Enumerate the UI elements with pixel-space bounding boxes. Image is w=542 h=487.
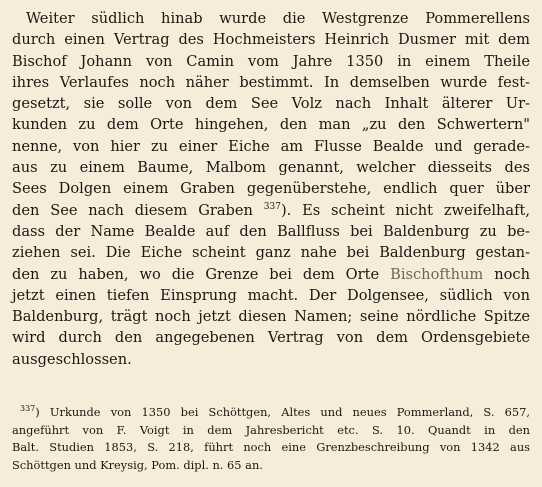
text-segment: noch — [494, 265, 530, 283]
text-segment: ) Urkunde von 1350 bei Schöttgen, Altes und neues Pommerland, S. 657, — [35, 405, 530, 419]
text-line: ihres Verlaufes noch näher bestimmt. In demselben wurde fest- — [12, 73, 530, 91]
text-segment: den See nach diesem Graben — [12, 201, 253, 219]
footnote-line: Schöttgen und Kreysig, Pom. dipl. n. 65 an. — [12, 457, 263, 472]
text-line: Weiter südlich hinab wurde die Westgrenze Pommerellens — [26, 10, 530, 27]
text-line: durch einen Vertrag des Hochmeisters Heinrich Dusmer mit dem — [12, 31, 530, 49]
footnote-line: Balt. Studien 1853, S. 218, führt noch eine Grenzbeschreibung von 1342 aus — [12, 440, 530, 454]
text-line: wird durch den angegebenen Vertrag von dem Ordensgebiete — [12, 329, 530, 347]
body-text — [12, 8, 530, 370]
text-line: ausgeschlossen. — [12, 350, 132, 368]
text-line: dass der Name Bealde auf den Ballfluss bei Baldenburg zu be- — [12, 222, 530, 240]
text-segment: den zu haben, wo die Grenze bei dem Orte — [12, 265, 380, 283]
text-line — [12, 200, 530, 221]
text-line: Sees Dolgen einem Graben gegenüberstehe, endlich quer über — [12, 180, 530, 198]
text-line: Bischof Johann von Camin vom Jahre 1350 in einem Theile — [12, 52, 530, 70]
text-segment: ). Es scheint nicht zweifelhaft, — [280, 201, 531, 219]
text-line: kunden zu dem Orte hingehen, den man „zu den Schwertern" — [12, 116, 530, 134]
text-line: aus zu einem Baume, Malbom genannt, welcher diesseits des — [12, 159, 530, 177]
text-line: ziehen sei. Die Eiche scheint ganz nahe bei Baldenburg gestan- — [12, 244, 530, 262]
footnote-line: angeführt von F. Voigt in dem Jahresbericht etc. S. 10. Quandt in den — [12, 422, 530, 437]
footnote-reference: 337 — [263, 201, 281, 212]
highlighted-place-name: Bischofthum — [390, 265, 484, 283]
footnote-line — [12, 404, 530, 422]
text-line: nenne, von hier zu einer Eiche am Flusse Bealde und gerade- — [12, 137, 530, 155]
footnote-number: 337 — [20, 404, 36, 414]
text-line: gesetzt, sie solle von dem See Volz nach Inhalt älterer Ur- — [12, 95, 530, 113]
text-line: Baldenburg, trägt noch jetzt diesen Namen; seine nördliche Spitze — [12, 308, 530, 326]
text-line: jetzt einen tiefen Einsprung macht. Der Dolgensee, südlich von — [12, 286, 530, 304]
text-line — [12, 264, 530, 285]
footnote — [12, 404, 530, 474]
